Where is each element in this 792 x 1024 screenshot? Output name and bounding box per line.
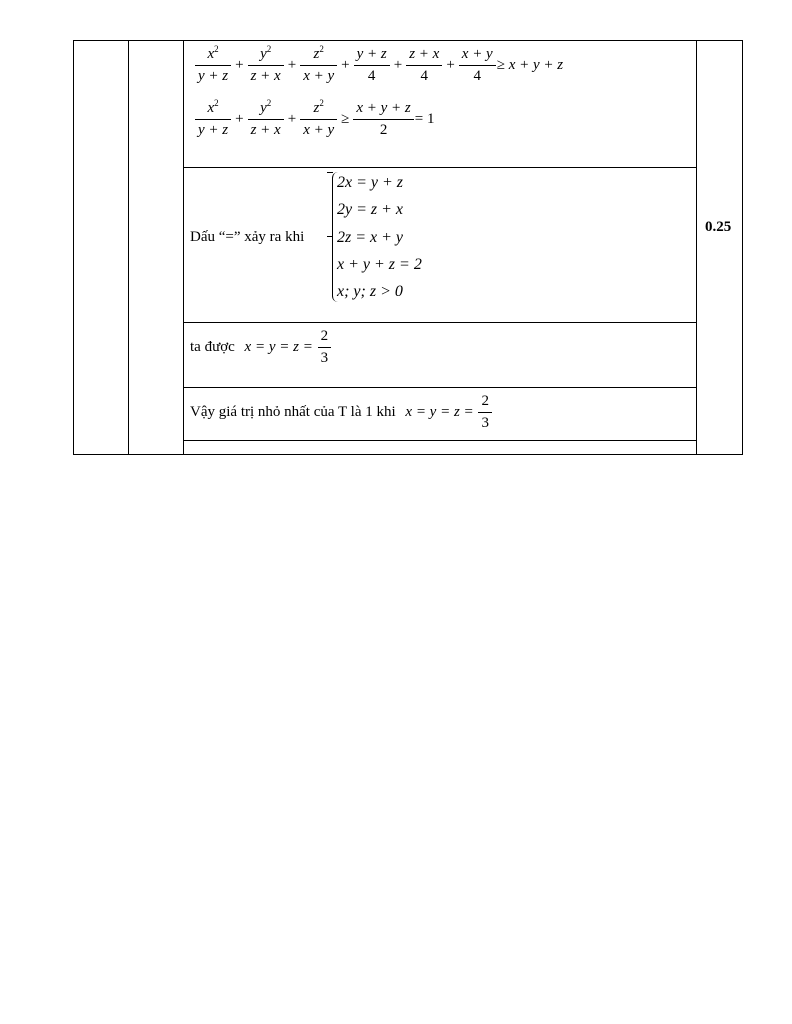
row-divider-2	[183, 322, 697, 323]
fraction-z2-over-xy: $\frac{z^2}{x + y}$	[300, 100, 337, 140]
table-bottom-border	[73, 454, 743, 455]
fraction-yz-over-4: $\frac{y + z}{4}$	[354, 46, 390, 86]
table-top-border	[73, 40, 743, 41]
fraction-two-thirds: $\frac{2}{3}$	[318, 328, 332, 368]
inequality-rhs-1: ≥ x + y + z	[496, 57, 564, 74]
table-right-border	[742, 40, 743, 455]
system-equation-3: 2z = x + y	[337, 229, 404, 246]
row-divider-4	[183, 440, 697, 441]
fraction-xyz-over-2: $\frac{x + y + z}{2}$	[353, 100, 413, 140]
fraction-zx-over-4: $\frac{z + x}{4}$	[406, 46, 442, 86]
fraction-z2-over-xy: $\frac{z^2}{x + y}$	[300, 46, 337, 86]
conclusion-line	[190, 393, 493, 433]
system-equation-4: x + y + z = 2	[337, 256, 422, 273]
system-equation-2: 2y = z + x	[337, 201, 404, 218]
row-divider-1	[183, 167, 697, 168]
table-left-border	[73, 40, 74, 455]
equality-condition-label: Dấu “=” xảy ra khi	[190, 229, 305, 245]
result-line	[190, 328, 332, 368]
fraction-two-thirds: $\frac{2}{3}$	[478, 393, 492, 433]
fraction-y2-over-zx: $\frac{y^2}{z + x}$	[248, 100, 284, 140]
table-col-divider-2	[183, 40, 184, 455]
table-col-divider-1	[128, 40, 129, 455]
conclusion-label: Vậy giá trị nhỏ nhất của T là 1 khi	[190, 404, 396, 421]
table-col-divider-3	[696, 40, 697, 455]
result-expression: x = y = z =	[244, 339, 313, 356]
row-divider-3	[183, 387, 697, 388]
fraction-x2-over-yz: $\frac{x^2}{y + z}$	[195, 100, 231, 140]
fraction-x2-over-yz: $\frac{x^2}{y + z}$	[195, 46, 231, 86]
inequality-line-2: $\frac{x^2}{y + z}$ + $\frac{y^2}{z + x}$ + $\frac{z^2}{x + y}$ ≥ $\frac{x + y + z}{2}$ = 1	[194, 100, 434, 140]
score-value: 0.25	[705, 219, 732, 235]
inequality-rhs-2: = 1	[414, 111, 435, 128]
system-equation-1: 2x = y + z	[337, 174, 404, 191]
result-label: ta được	[190, 339, 235, 356]
fraction-xy-over-4: $\frac{x + y}{4}$	[459, 46, 496, 86]
fraction-y2-over-zx: $\frac{y^2}{z + x}$	[248, 46, 284, 86]
system-equation-5: x; y; z > 0	[337, 283, 403, 300]
inequality-line-1: $\frac{x^2}{y + z}$ + $\frac{y^2}{z + x}$ + $\frac{z^2}{x + y}$ + $\frac{y + z}{4}$ + $\frac{z + x}{4}$ + $\frac{x + y}{4}$ ≥ x + y + z	[194, 46, 563, 86]
conclusion-expression: x = y = z =	[405, 404, 474, 421]
